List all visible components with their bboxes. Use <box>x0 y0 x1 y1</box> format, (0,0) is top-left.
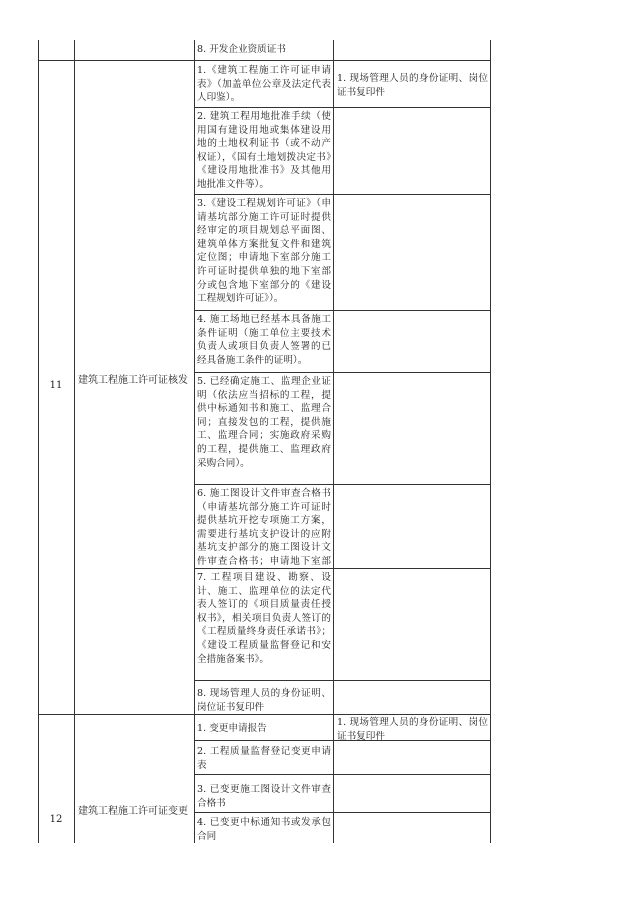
row-number: 11 <box>49 380 63 391</box>
item-name: 建筑工程施工许可证核发 <box>78 375 188 386</box>
material-cell: 6. 施工图设计文件审查合格书（申请基坑部分施工许可证时提供基坑开挖专项施工方案，需要进行基坑支护设计的应附基坑支护部分的施工图设计文件审查合格书；申请地下室部 <box>197 488 331 567</box>
grid-line <box>490 40 491 843</box>
row-number: 12 <box>49 814 63 825</box>
material-cell: 1. 变更申请报告 <box>197 723 267 734</box>
grid-line <box>194 812 491 813</box>
grid-line <box>38 40 39 843</box>
material-cell: 7. 工程项目建设、勘察、设计、施工、监理单位的法定代表人签订的《项目质量责任授权书》，相关项目负责人签订的《工程质量终身责任承诺书》；《建设工程质量监督登记和安全措施备案书》。 <box>197 572 331 665</box>
material-cell: 2. 工程质量监督登记变更申请表 <box>197 746 331 771</box>
material-cell: 3. 已变更施工图设计文件审查合格书 <box>197 784 331 809</box>
material-cell: 4. 施工场地已经基本具备施工条件证明（施工单位主要技术负责人或项目负责人签署的已经具备施工条件的证明）。 <box>197 314 331 366</box>
note-cell: 1. 现场管理人员的身份证明、岗位证书复印件 <box>337 717 488 742</box>
material-cell: 8. 现场管理人员的身份证明、岗位证书复印件 <box>197 688 331 713</box>
material-cell: 3.《建设工程规划许可证》（申请基坑部分施工许可证时提供经审定的项目规划总平面图、建筑单体方案批复文件和建筑定位图；申请地下室部分施工许可证时提供单独的地下室部分或包含地下室部分的《建设工程规划许可证》）。 <box>197 198 331 305</box>
table-sheet <box>38 40 491 843</box>
grid-line <box>38 60 491 61</box>
material-cell: 2. 建筑工程用地批准手续（使用国有建设用地或集体建设用地的土地权利证书（或不动产权证），《国有土地划拨决定书》《建设用地批准书》及其他用地批准文件等）。 <box>197 111 331 190</box>
material-cell: 5. 已经确定施工、监理企业证明（依法应当招标的工程，提供中标通知书和施工、监理合同；直接发包的工程，提供施工、监理合同；实施政府采购的工程，提供施工、监理政府采购合同）。 <box>197 376 331 469</box>
material-cell: 8. 开发企业资质证书 <box>197 44 286 55</box>
grid-line <box>194 680 491 681</box>
grid-line <box>74 40 75 843</box>
note-cell: 1. 现场管理人员的身份证明、岗位证书复印件 <box>337 73 488 98</box>
item-name: 建筑工程施工许可证变更 <box>78 806 188 817</box>
material-cell: 1.《建筑工程施工许可证申请表》（加盖单位公章及法定代表人印鉴）。 <box>197 65 331 104</box>
material-cell: 4. 已变更中标通知书或发承包合同 <box>197 817 331 842</box>
grid-line <box>194 774 491 775</box>
